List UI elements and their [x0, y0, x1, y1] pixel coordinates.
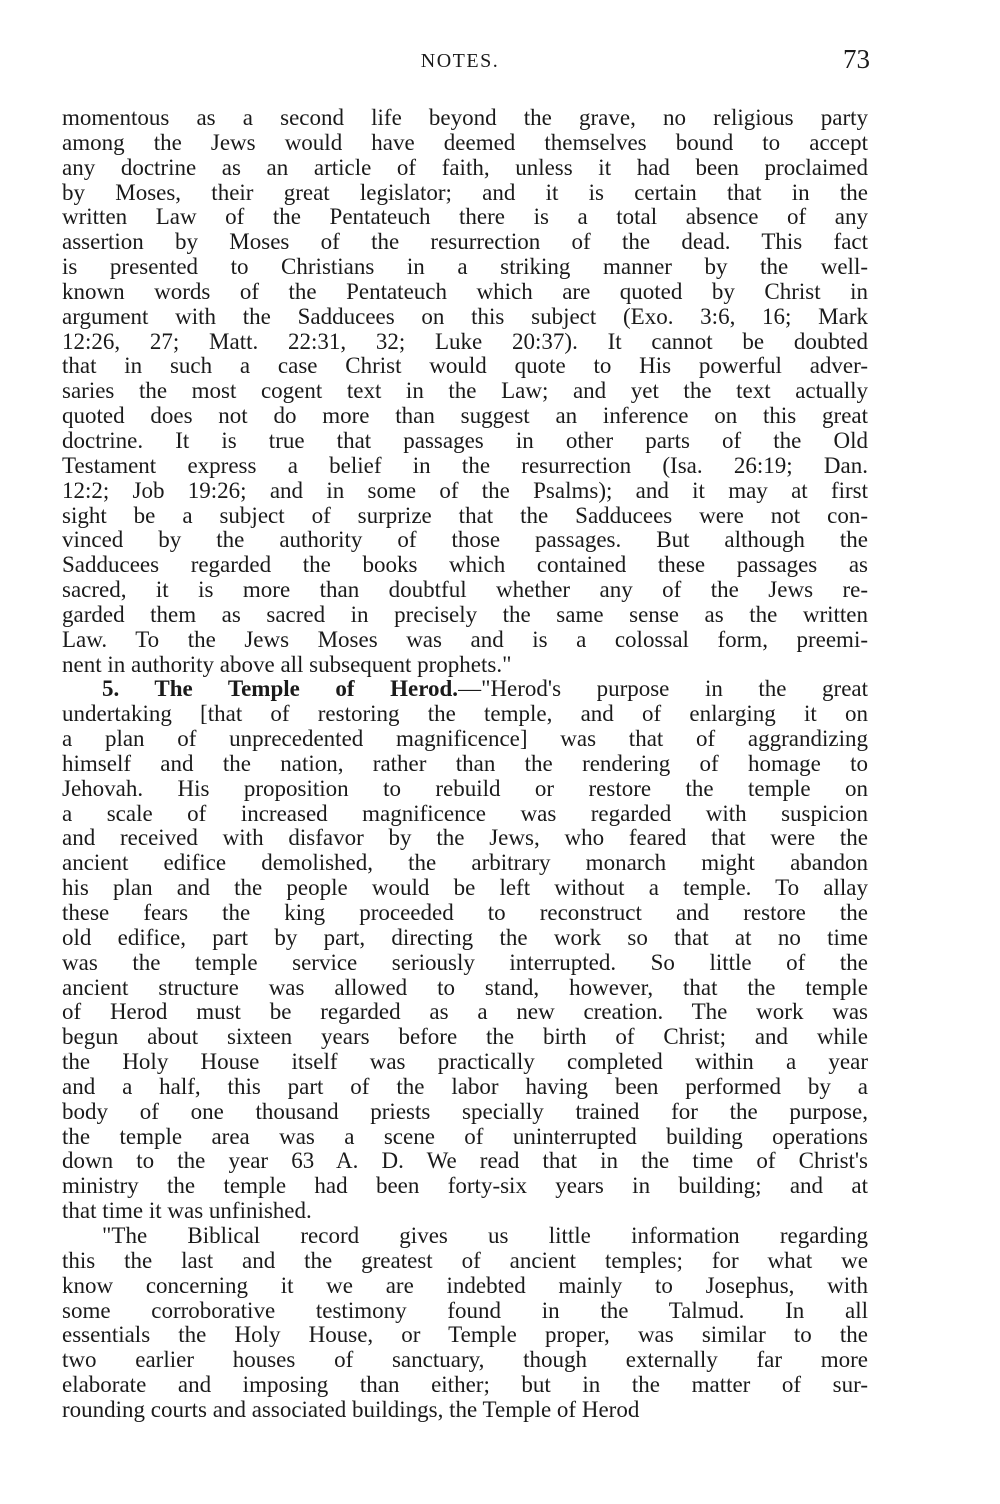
text-line — [62, 1075, 868, 1100]
line-text: argument with the Sadducees on this subject (Exo. 3:6, 16; Mark — [62, 303, 868, 329]
line-text: garded them as sacred in precisely the same sense as the written — [62, 601, 868, 627]
line-text: the temple area was a scene of uninterrupted building operations — [62, 1123, 868, 1149]
text-line — [62, 826, 868, 851]
line-text: known words of the Pentateuch which are quoted by Christ in — [62, 278, 868, 304]
text-line — [62, 851, 868, 876]
line-text: ancient structure was allowed to stand, however, that the temple — [62, 974, 868, 1000]
line-text: begun about sixteen years before the birth of Christ; and while — [62, 1024, 868, 1050]
line-text: down to the year 63 A. D. We read that in the time of Christ's — [62, 1148, 868, 1174]
text-line — [62, 1398, 868, 1423]
line-text: Jehovah. His proposition to rebuild or restore the temple on — [62, 775, 868, 801]
text-line — [62, 777, 868, 802]
text-line — [62, 1224, 868, 1249]
text-line — [62, 727, 868, 752]
line-text: doctrine. It is true that passages in other parts of the Old — [62, 427, 868, 453]
line-text: that time it was unfinished. — [62, 1198, 312, 1224]
text-line — [62, 1050, 868, 1075]
line-text: 12:2; Job 19:26; and in some of the Psalms); and it may at first — [62, 477, 868, 503]
line-text: that in such a case Christ would quote to His powerful adver- — [62, 353, 868, 379]
text-line — [62, 951, 868, 976]
text-line — [62, 354, 868, 379]
text-line — [62, 255, 868, 280]
text-line — [62, 205, 868, 230]
line-text: momentous as a second life beyond the grave, no religious party — [62, 105, 868, 130]
line-text: himself and the nation, rather than the rendering of homage to — [62, 750, 868, 776]
line-text: rounding courts and associated buildings, the Temple of Herod — [62, 1396, 640, 1422]
text-line — [62, 131, 868, 156]
text-line — [62, 1299, 868, 1324]
text-line — [62, 379, 868, 404]
text-line — [62, 479, 868, 504]
body-text — [62, 106, 868, 1423]
running-head — [0, 44, 1000, 80]
line-text: 12:26, 27; Matt. 22:31, 32; Luke 20:37). It cannot be doubted — [62, 328, 868, 354]
text-line — [62, 280, 868, 305]
line-text: know concerning it we are indebted mainly to Josephus, with — [62, 1272, 868, 1298]
line-text: undertaking [that of restoring the temple, and of enlarging it on — [62, 701, 868, 727]
text-line — [62, 1025, 868, 1050]
line-text: assertion by Moses of the resurrection of the dead. This fact — [62, 229, 868, 255]
text-line — [62, 752, 868, 777]
text-line — [62, 330, 868, 355]
line-text: elaborate and imposing than either; but in the matter of sur- — [62, 1372, 868, 1398]
line-text: body of one thousand priests specially trained for the purpose, — [62, 1098, 868, 1124]
line-text: written Law of the Pentateuch there is a total absence of any — [62, 204, 868, 230]
text-line — [62, 1149, 868, 1174]
line-text: was the temple service seriously interrupted. So little of the — [62, 949, 868, 975]
text-line — [62, 1249, 868, 1274]
line-text: sacred, it is more than doubtful whether any of the Jews re- — [62, 577, 868, 603]
line-text: sight be a subject of surprize that the Sadducees were not con- — [62, 502, 868, 528]
line-text: essentials the Holy House, or Temple proper, was similar to the — [62, 1322, 868, 1348]
text-line — [62, 106, 868, 131]
line-text: is presented to Christians in a striking manner by the well- — [62, 254, 868, 280]
text-line — [62, 1323, 868, 1348]
text-line — [62, 876, 868, 901]
text-line — [62, 404, 868, 429]
line-text: these fears the king proceeded to reconstruct and restore the — [62, 900, 868, 925]
text-line — [62, 504, 868, 529]
text-line — [62, 901, 868, 926]
text-line — [62, 1174, 868, 1199]
text-line — [62, 1373, 868, 1398]
text-line — [62, 553, 868, 578]
text-line — [62, 677, 868, 702]
text-line — [62, 702, 868, 727]
line-text: quoted does not do more than suggest an inference on this great — [62, 403, 868, 429]
line-text: —"Herod's purpose in the great — [458, 676, 869, 702]
text-line — [62, 603, 868, 628]
running-title: NOTES. — [420, 50, 500, 72]
line-text: and received with disfavor by the Jews, who feared that were the — [62, 825, 868, 851]
line-text: Sadducees regarded the books which contained these passages as — [62, 552, 868, 578]
line-text: some corroborative testimony found in the Talmud. In all — [62, 1297, 868, 1323]
page-number: 73 — [843, 44, 870, 74]
text-line — [62, 1125, 868, 1150]
line-text: vinced by the authority of those passages. But although the — [62, 527, 868, 553]
text-line — [62, 454, 868, 479]
line-text: a plan of unprecedented magnificence] was that of aggrandizing — [62, 726, 868, 752]
line-text: two earlier houses of sanctuary, though externally far more — [62, 1347, 868, 1373]
text-line — [62, 976, 868, 1001]
text-line — [62, 528, 868, 553]
text-line — [62, 1000, 868, 1025]
text-line — [62, 628, 868, 653]
line-text: "The Biblical record gives us little information regarding — [102, 1222, 868, 1248]
line-text: saries the most cogent text in the Law; and yet the text actually — [62, 378, 868, 404]
text-line — [62, 1199, 868, 1224]
line-text: of Herod must be regarded as a new creation. The work was — [62, 999, 868, 1025]
text-line — [62, 578, 868, 603]
line-text: a scale of increased magnificence was regarded with suspicion — [62, 800, 868, 826]
line-text: Law. To the Jews Moses was and is a colossal form, preemi- — [62, 626, 868, 652]
line-text: the Holy House itself was practically completed within a year — [62, 1049, 868, 1075]
text-line — [62, 305, 868, 330]
line-text: old edifice, part by part, directing the work so that at no time — [62, 924, 868, 950]
text-line — [62, 1274, 868, 1299]
line-text: ancient edifice demolished, the arbitrary monarch might abandon — [62, 850, 868, 876]
line-text: nent in authority above all subsequent prophets." — [62, 651, 512, 677]
text-line — [62, 802, 868, 827]
text-line — [62, 156, 868, 181]
text-line — [62, 1348, 868, 1373]
line-text: any doctrine as an article of faith, unless it had been proclaimed — [62, 154, 868, 180]
line-text: and a half, this part of the labor having been performed by a — [62, 1073, 868, 1099]
text-line — [62, 230, 868, 255]
section-heading: 5. The Temple of Herod. — [102, 676, 459, 702]
text-line — [62, 429, 868, 454]
line-text: by Moses, their great legislator; and it is certain that in the — [62, 179, 868, 205]
line-text: ministry the temple had been forty-six years in building; and at — [62, 1173, 868, 1199]
text-line — [62, 926, 868, 951]
line-text: among the Jews would have deemed themselves bound to accept — [62, 129, 868, 155]
line-text: this the last and the greatest of ancient temples; for what we — [62, 1247, 868, 1273]
text-line — [62, 653, 868, 678]
line-text: Testament express a belief in the resurrection (Isa. 26:19; Dan. — [62, 452, 868, 478]
text-line — [62, 1100, 868, 1125]
line-text: his plan and the people would be left without a temple. To allay — [62, 875, 868, 901]
text-line — [62, 181, 868, 206]
